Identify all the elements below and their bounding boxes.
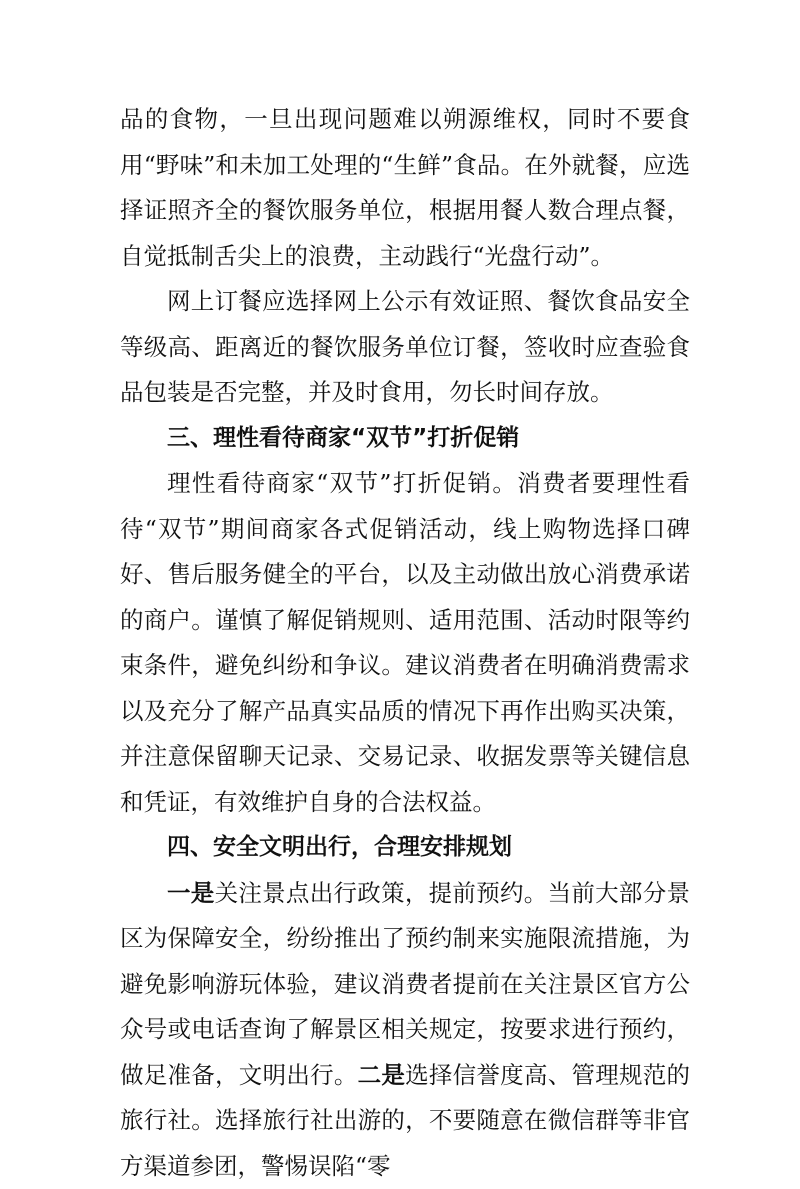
point-one-lead: 一是: [167, 879, 215, 907]
paragraph-travel: [120, 871, 690, 1189]
paragraph-promotions: 理性看待商家“双节”打折促销。消费者要理性看待“双节”期间商家各式促销活动，线上购物选择口碑好、售后服务健全的平台，以及主动做出放心消费承诺的商户。谨慎了解促销规则、适用范围、活动时限等约束条件，避免纠纷和争议。建议消费者在明确消费需求以及充分了解产品真实品质的情况下再作出购买决策，并注意保留聊天记录、交易记录、收据发票等关键信息和凭证，有效维护自身的合法权益。: [120, 461, 690, 825]
point-two-lead: 二是: [358, 1061, 406, 1089]
paragraph-online-ordering: 网上订餐应选择网上公示有效证照、餐饮食品安全等级高、距离近的餐饮服务单位订餐，签收时应查验食品包装是否完整，并及时食用，勿长时间存放。: [120, 279, 690, 416]
point-two-text: 选择信誉度高、管理规范的旅行社。选择旅行社出游的，不要随意在微信群等非官方渠道参团，警惕误陷“零: [120, 1061, 690, 1180]
point-one-text: 关注景点出行政策，提前预约。当前大部分景区为保障安全，纷纷推出了预约制来实施限流措施，为避免影响游玩体验，建议消费者提前在关注景区官方公众号或电话查询了解景区相关规定，按要求进行预约，做足准备，文明出行。: [120, 879, 690, 1089]
paragraph-food-safety: 品的食物，一旦出现问题难以朔源维权，同时不要食用“野味”和未加工处理的“生鲜”食品。在外就餐，应选择证照齐全的餐饮服务单位，根据用餐人数合理点餐，自觉抵制舌尖上的浪费，主动践行“光盘行动”。: [120, 97, 690, 279]
document-page: [120, 97, 690, 1189]
section-heading-4: 四、安全文明出行，合理安排规划: [120, 825, 690, 871]
section-heading-3: 三、理性看待商家“双节”打折促销: [120, 416, 690, 462]
